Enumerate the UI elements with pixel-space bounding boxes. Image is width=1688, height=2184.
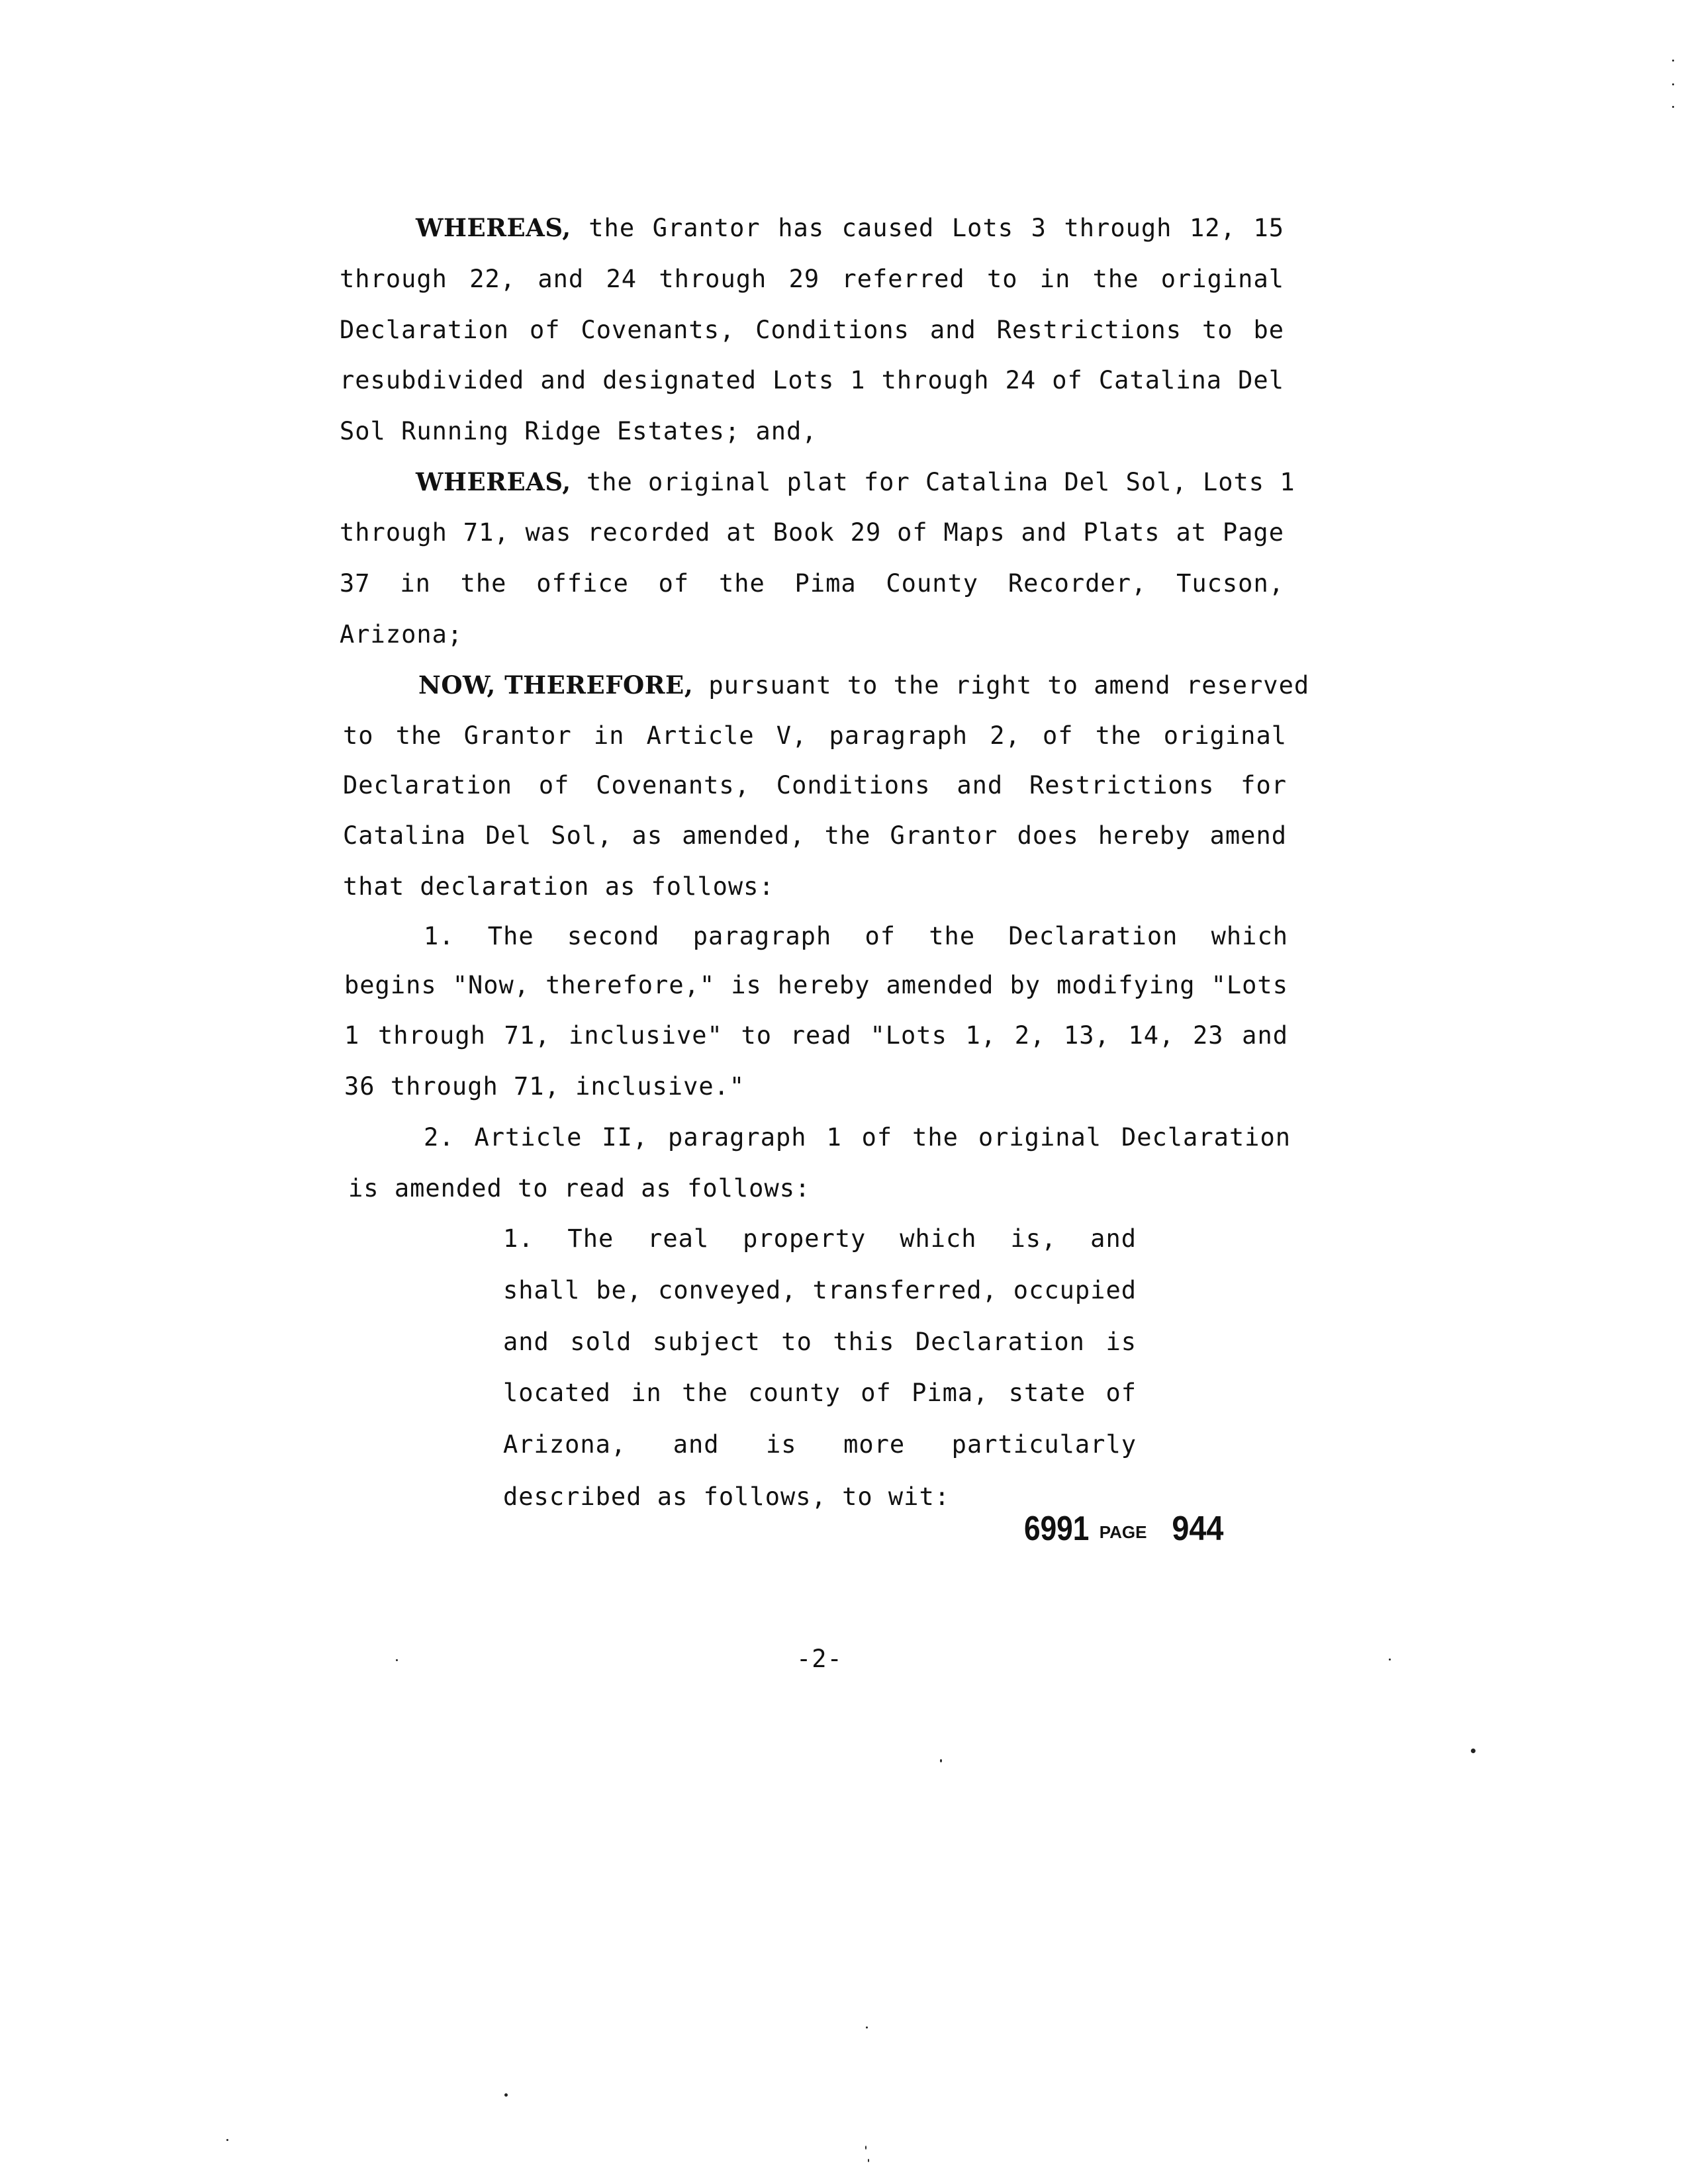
scan-speck: [865, 2146, 867, 2150]
paragraph-2-line-4: Arizona;: [340, 620, 463, 649]
paragraph-3-line-3: Declaration of Covenants, Conditions and Restrictions for: [343, 771, 1287, 799]
scan-speck: [868, 2159, 869, 2162]
paragraph-2-line-2: through 71, was recorded at Book 29 of Maps and Plats at Page: [340, 518, 1284, 547]
scan-speck: [226, 2139, 228, 2141]
item-1-line-4: 36 through 71, inclusive.": [344, 1072, 745, 1101]
scan-speck: [866, 2026, 868, 2028]
item-1-line-1: 1. The second paragraph of the Declaration which: [424, 922, 1288, 950]
paragraph-1-line-4: resubdivided and designated Lots 1 through 24 of Catalina Del: [340, 366, 1284, 394]
paragraph-1-lead: WHEREAS,: [416, 213, 571, 242]
scan-speck: [1672, 83, 1674, 85]
paragraph-3-line-5: that declaration as follows:: [343, 872, 774, 901]
scan-speck: [940, 1759, 942, 1762]
paragraph-2-lead: WHEREAS,: [416, 467, 571, 496]
item-1-line-2: begins "Now, therefore," is hereby amended by modifying "Lots: [344, 971, 1288, 999]
paragraph-1-line-1-text: the Grantor has caused Lots 3 through 12, 15: [588, 214, 1285, 242]
paragraph-2-line-3: 37 in the office of the Pima County Recorder, Tucson,: [340, 569, 1284, 598]
paragraph-3-lead: NOW, THEREFORE,: [418, 670, 694, 700]
paragraph-2-line-1-text: the original plat for Catalina Del Sol, Lots 1: [586, 468, 1295, 496]
scan-speck: [1389, 1659, 1391, 1661]
item-2-line-1: 2. Article II, paragraph 1 of the original Declaration: [424, 1123, 1291, 1152]
stamp-page-number: 944: [1172, 1510, 1224, 1548]
item-1-line-3: 1 through 71, inclusive" to read "Lots 1, 2, 13, 14, 23 and: [344, 1021, 1288, 1050]
recording-stamp: [1024, 1509, 1227, 1549]
paragraph-1-line-3: Declaration of Covenants, Conditions and Restrictions to be: [340, 316, 1284, 344]
paragraph-3-line-2: to the Grantor in Article V, paragraph 2, of the original: [343, 721, 1287, 750]
quoted-line-6: described as follows, to wit:: [503, 1482, 951, 1511]
stamp-page-label: PAGE: [1099, 1522, 1147, 1542]
scan-speck: [504, 2093, 508, 2097]
quoted-line-1: 1. The real property which is, and: [503, 1224, 1137, 1253]
scan-speck: [1672, 106, 1674, 108]
quoted-line-3: and sold subject to this Declaration is: [503, 1328, 1137, 1356]
paragraph-2-line-1: [416, 467, 1295, 497]
scan-speck: [1672, 60, 1674, 62]
quoted-line-2: shall be, conveyed, transferred, occupied: [503, 1276, 1137, 1304]
paragraph-3-line-1-text: pursuant to the right to amend reserved: [708, 671, 1310, 700]
quoted-line-5: Arizona, and is more particularly: [503, 1430, 1137, 1459]
paragraph-3-line-4: Catalina Del Sol, as amended, the Grantor does hereby amend: [343, 821, 1287, 850]
scan-speck: [1471, 1749, 1476, 1753]
quoted-line-4: located in the county of Pima, state of: [503, 1379, 1137, 1407]
stamp-book-number: 6991: [1024, 1510, 1090, 1548]
scan-speck: [396, 1659, 398, 1661]
paragraph-1-line-1: [416, 213, 1284, 243]
paragraph-1-line-2: through 22, and 24 through 29 referred to in the original: [340, 265, 1284, 293]
item-2-line-2: is amended to read as follows:: [348, 1174, 811, 1203]
page-number: -2-: [796, 1645, 843, 1673]
paragraph-1-line-5: Sol Running Ridge Estates; and,: [340, 417, 818, 445]
paragraph-3-line-1: [418, 670, 1310, 700]
